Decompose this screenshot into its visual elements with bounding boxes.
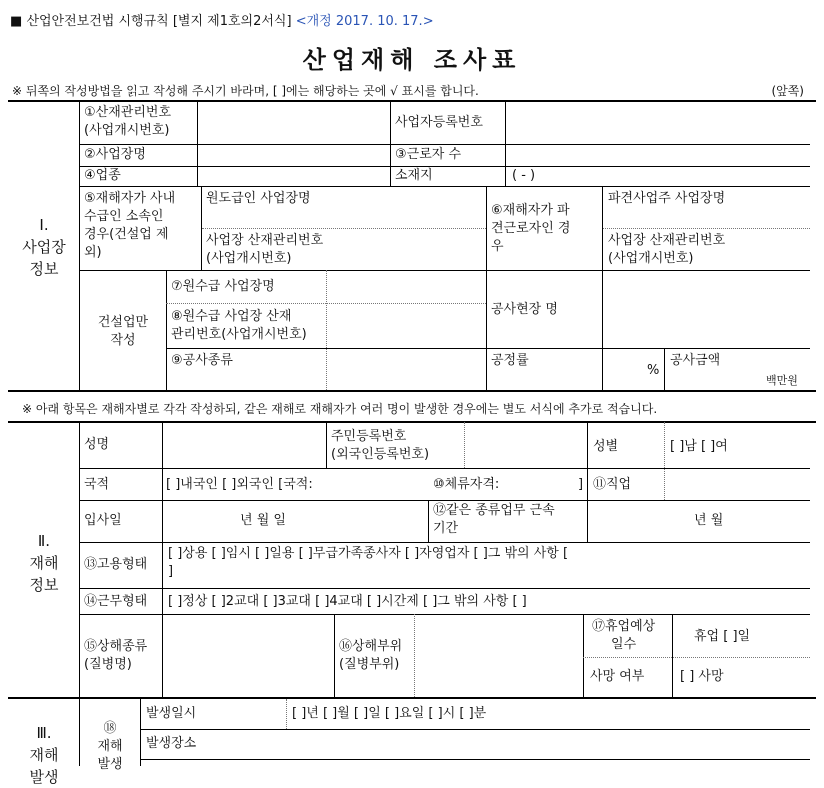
employment-options[interactable]: [ ]상용 [ ]임시 [ ]일용 [ ]무급가족종사자 [ ]자영업자 [ ]그 밖의 사항 [ ] bbox=[168, 546, 569, 579]
gender-options[interactable]: [ ]남 [ ]여 bbox=[670, 439, 728, 454]
field-5-label: ⑤재해자가 사내 수급인 소속인 경우(건설업 제 외) bbox=[84, 191, 176, 260]
nationality-close: ] bbox=[578, 477, 584, 492]
field-11-label: ⑪직업 bbox=[593, 477, 632, 492]
gender-label: 성별 bbox=[593, 439, 619, 454]
field-4-label: ④업종 bbox=[84, 168, 121, 183]
header-line bbox=[10, 10, 434, 29]
hire-date-label: 입사일 bbox=[84, 513, 122, 528]
field-9-label: ⑨공사종류 bbox=[171, 353, 233, 368]
field-16-label: ⑯상해부위 (질병부위) bbox=[339, 639, 403, 672]
page-title: 산업재해 조사표 bbox=[302, 46, 522, 74]
dispatch-name-label: 파견사업주 사업장명 bbox=[608, 191, 726, 206]
notice-text: ※ 아래 항목은 재해자별로 각각 작성하되, 같은 재해로 재해자가 여러 명이 발생한 경우에는 별도 서식에 추가로 적습니다. bbox=[22, 402, 658, 416]
progress-label: 공정률 bbox=[491, 353, 529, 368]
field-8-label: ⑧원수급 사업장 산재 관리번호(사업개시번호) bbox=[171, 309, 307, 342]
leave-days[interactable]: 휴업 [ ]일 bbox=[694, 629, 751, 644]
tenure-value[interactable]: 년 월 bbox=[694, 513, 724, 528]
nationality-label: 국적 bbox=[84, 477, 110, 492]
page-side-label: (앞쪽) bbox=[771, 84, 804, 98]
prime-no-label: 사업장 산재관리번호 (사업개시번호) bbox=[206, 233, 324, 266]
percent-unit: % bbox=[647, 363, 660, 378]
construction-label: 건설업만 작성 bbox=[97, 315, 149, 348]
occurrence-time-label: 발생일시 bbox=[146, 706, 197, 721]
field-10-label: ⑩체류자격: bbox=[433, 477, 500, 492]
death-label: 사망 여부 bbox=[590, 669, 645, 684]
rrn-label: 주민등록번호 (외국인등록번호) bbox=[331, 429, 430, 462]
field-6-label: ⑥재해자가 파 견근로자인 경 우 bbox=[491, 203, 571, 254]
location-label: 소재지 bbox=[395, 168, 433, 183]
name-label: 성명 bbox=[84, 437, 110, 452]
biz-reg-label: 사업자등록번호 bbox=[395, 115, 483, 130]
occurrence-time-value[interactable]: [ ]년 [ ]월 [ ]일 [ ]요일 [ ]시 [ ]분 bbox=[292, 706, 487, 721]
nationality-options[interactable]: [ ]내국인 [ ]외국인 [국적: bbox=[166, 477, 313, 492]
location-value[interactable]: ( - ) bbox=[512, 168, 536, 183]
bullet-icon: ■ bbox=[10, 14, 23, 29]
field-17-label: ⑰휴업예상 일수 bbox=[592, 619, 656, 652]
site-name-label: 공사현장 명 bbox=[491, 302, 558, 317]
occurrence-place-label: 발생장소 bbox=[146, 736, 197, 751]
field-1-label: ①산재관리번호 (사업개시번호) bbox=[84, 105, 172, 138]
header-note: ※ 뒤쪽의 작성방법을 읽고 작성해 주시기 바라며, [ ]에는 해당하는 곳에 √ 표시를 합니다. bbox=[12, 84, 479, 98]
dispatch-no-label: 사업장 산재관리번호 (사업개시번호) bbox=[608, 233, 726, 266]
field-12-label: ⑫같은 종류업무 근속 기간 bbox=[433, 503, 555, 536]
amount-unit: 백만원 bbox=[766, 374, 798, 387]
prime-name-label: 원도급인 사업장명 bbox=[206, 191, 311, 206]
section1-label: Ⅰ. 사업장 정보 bbox=[22, 216, 66, 278]
section2-label: Ⅱ. 재해 정보 bbox=[29, 532, 59, 594]
field-15-label: ⑮상해종류 (질병명) bbox=[84, 639, 148, 672]
regulation-text: 산업안전보건법 시행규칙 [별지 제1호의2서식] bbox=[26, 14, 292, 29]
amount-label: 공사금액 bbox=[670, 353, 721, 368]
field-13-label: ⑬고용형태 bbox=[84, 557, 148, 572]
hire-date-value[interactable]: 년 월 일 bbox=[240, 513, 286, 528]
field-2-label: ②사업장명 bbox=[84, 147, 146, 162]
field-18-label: ⑱ 재해 발생 bbox=[97, 721, 123, 772]
field-7-label: ⑦원수급 사업장명 bbox=[171, 279, 275, 294]
section3-label: Ⅲ. 재해 발생 bbox=[29, 724, 59, 786]
work-pattern-options[interactable]: [ ]정상 [ ]2교대 [ ]3교대 [ ]4교대 [ ]시간제 [ ]그 밖의 사항 [ ] bbox=[168, 594, 527, 609]
death-option[interactable]: [ ] 사망 bbox=[680, 669, 724, 684]
field-14-label: ⑭근무형태 bbox=[84, 594, 148, 609]
revision-text: <개정 2017. 10. 17.> bbox=[295, 14, 434, 29]
field-3-label: ③근로자 수 bbox=[395, 147, 462, 162]
